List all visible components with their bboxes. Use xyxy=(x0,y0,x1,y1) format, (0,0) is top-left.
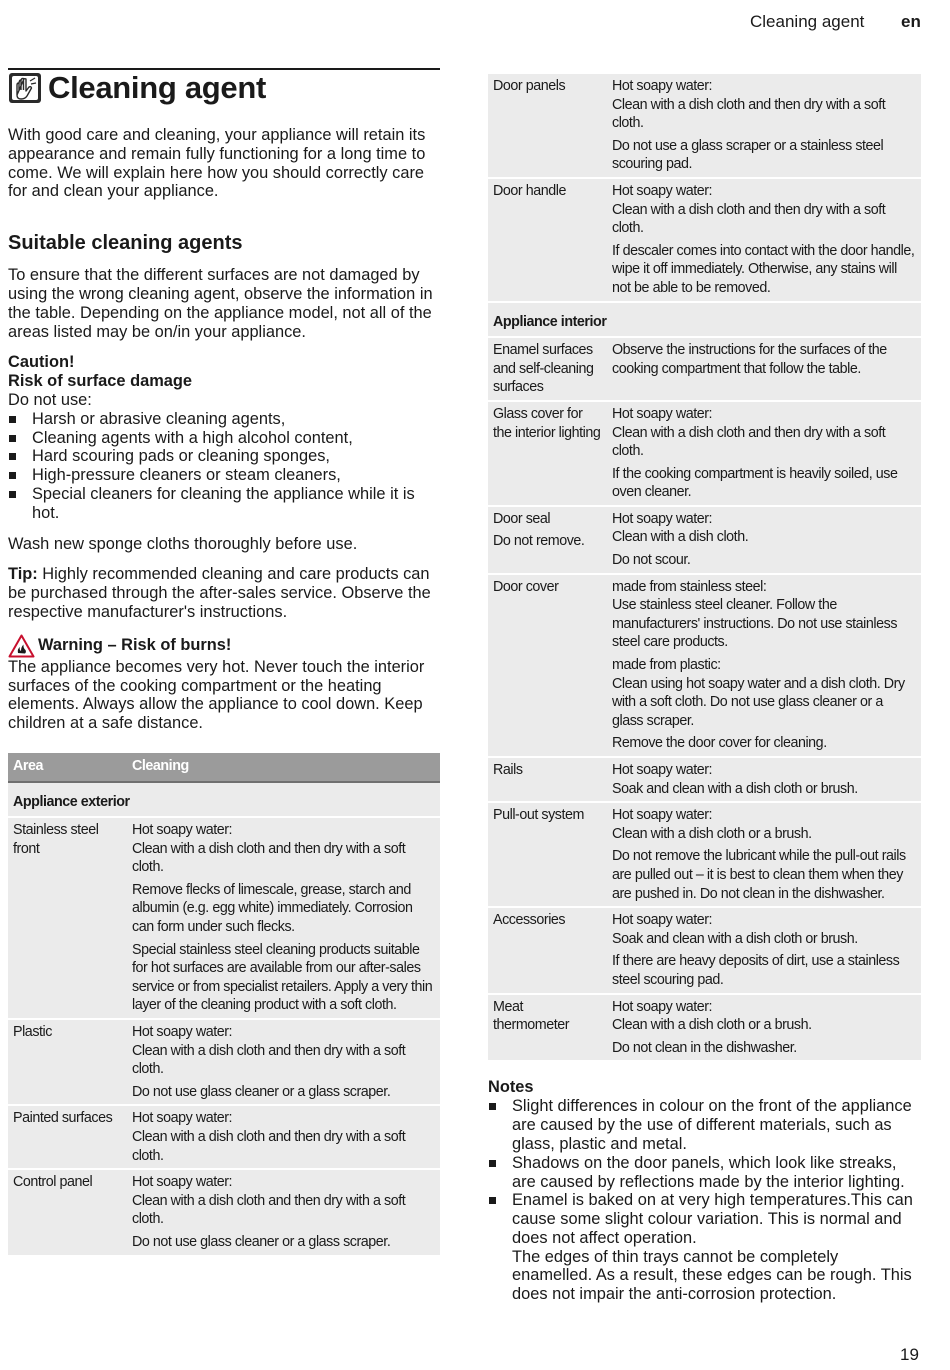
notes-list xyxy=(488,1097,921,1304)
column-header-area: Area xyxy=(8,753,127,782)
cleaning-cell xyxy=(607,907,921,993)
cleaning-instruction: Remove the door cover for cleaning. xyxy=(612,735,827,752)
header-language-code: en xyxy=(901,12,921,31)
area-cell xyxy=(488,337,607,401)
area-cell xyxy=(8,1105,127,1169)
cleaning-instruction: Do not use a glass scraper or a stainless steel scouring pad. xyxy=(612,137,884,173)
table-row xyxy=(488,757,921,802)
cleaning-cell xyxy=(127,1169,440,1255)
cleaning-cell xyxy=(607,757,921,802)
area-cell xyxy=(8,817,127,1019)
table-row xyxy=(8,1169,440,1255)
cleaning-instruction: Do not use glass cleaner or a glass scraper. xyxy=(132,1083,391,1100)
cleaning-instruction: Hot soapy water: Clean with a dish cloth and then dry with a soft cloth. xyxy=(132,1024,406,1078)
list-item: Slight differences in colour on the front of the appliance are caused by the use of different materials, such as glass, plastic and metal. xyxy=(488,1097,921,1153)
list-item: Special cleaners for cleaning the appliance while it is hot. xyxy=(8,485,440,523)
right-column xyxy=(488,74,921,1304)
caution-label: Caution! xyxy=(8,353,75,372)
cleaning-cell xyxy=(607,74,921,178)
area-label: Meat thermometer xyxy=(493,998,570,1034)
cleaning-cell xyxy=(127,1105,440,1169)
caution-risk: Risk of surface damage xyxy=(8,372,193,391)
table-row xyxy=(488,907,921,993)
list-item: Cleaning agents with a high alcohol content, xyxy=(8,429,440,448)
cleaning-instruction: Do not remove the lubricant while the pull-out rails are pulled out – it is best to clean them when they are pushed in. Do not clean in the dishwasher. xyxy=(612,848,906,902)
area-cell xyxy=(8,1169,127,1255)
area-cell xyxy=(488,907,607,993)
suitable-heading: Suitable cleaning agents xyxy=(8,232,243,255)
caution-list xyxy=(8,410,440,523)
area-label: Door seal xyxy=(493,510,551,527)
cleaning-instruction: Hot soapy water: Clean with a dish cloth and then dry with a soft cloth. xyxy=(132,1174,406,1228)
area-cell xyxy=(488,506,607,574)
cleaning-instruction: Hot soapy water: Clean with a dish cloth. xyxy=(612,510,749,546)
area-label: Plastic xyxy=(13,1024,52,1041)
caution-lead: Do not use: xyxy=(8,390,92,409)
table-row xyxy=(488,74,921,178)
table-row xyxy=(8,817,440,1019)
intro-paragraph: With good care and cleaning, your appliance will retain its appearance and remain fully functioning for a long time to come. We will explain here how you should correctly care for and clean your appliance. xyxy=(8,126,426,201)
table-row xyxy=(488,337,921,401)
cleaning-instruction: Hot soapy water: Clean with a dish cloth and then dry with a soft cloth. xyxy=(612,182,886,237)
page-number: 19 xyxy=(900,1345,919,1364)
table-row xyxy=(8,1019,440,1105)
table-row xyxy=(488,506,921,574)
area-label: Do not remove. xyxy=(493,533,585,550)
area-cell xyxy=(488,74,607,178)
area-label: Accessories xyxy=(493,912,566,929)
cleaning-cell xyxy=(607,401,921,506)
cleaning-cell xyxy=(607,506,921,574)
cleaning-instruction: made from plastic: Clean using hot soapy water and a dish cloth. Dry with a soft cloth. Do not use glass cleaner or a glass scraper. xyxy=(612,657,905,729)
area-cell xyxy=(488,574,607,757)
cleaning-cell xyxy=(607,178,921,302)
cleaning-instruction: Observe the instructions for the surfaces of the cooking compartment that follow the table. xyxy=(612,342,887,377)
header-section-title: Cleaning agent xyxy=(750,12,865,31)
tip-label: Tip: xyxy=(8,565,38,584)
area-label: Pull-out system xyxy=(493,807,584,824)
area-cell xyxy=(488,802,607,907)
cleaning-instruction: If there are heavy deposits of dirt, use a stainless steel scouring pad. xyxy=(612,953,900,988)
cleaning-instruction: Hot soapy water: Clean with a dish cloth and then dry with a soft cloth. xyxy=(612,405,886,460)
list-item: Shadows on the door panels, which look like streaks, are caused by reflections made by the interior lighting. xyxy=(488,1154,921,1192)
area-label: Glass cover for the interior lighting xyxy=(493,405,601,441)
area-label: Stainless steel front xyxy=(13,822,99,857)
column-header-cleaning: Cleaning xyxy=(127,753,440,782)
cleaning-instruction: If descaler comes into contact with the door handle, wipe it off immediately. Otherwise, any stains will not be able to be removed. xyxy=(612,242,915,296)
cleaning-cell xyxy=(607,994,921,1062)
table-group-row xyxy=(488,302,921,338)
cleaning-cell xyxy=(127,1019,440,1105)
tip-text: Highly recommended cleaning and care products can be purchased through the after-sales service. Observe the respective manufacturer's instructions. xyxy=(8,565,431,621)
area-label: Control panel xyxy=(13,1174,93,1191)
list-item: Hard scouring pads or cleaning sponges, xyxy=(8,447,440,466)
area-cell xyxy=(488,178,607,302)
cleaning-cell xyxy=(607,574,921,757)
area-label: Enamel surfaces and self-cleaning surfaces xyxy=(493,342,594,396)
interior-rows xyxy=(488,337,921,1061)
list-item: Harsh or abrasive cleaning agents, xyxy=(8,410,440,429)
table-row xyxy=(488,401,921,506)
cleaning-instruction: Special stainless steel cleaning products suitable for hot surfaces are available from our after-sales service or from specialist retailers. Apply a very thin layer of the cleaning product with a soft cloth. xyxy=(132,941,433,1014)
area-label: Painted surfaces xyxy=(13,1110,113,1127)
table-row xyxy=(488,574,921,757)
cleaning-cell xyxy=(607,802,921,907)
suitable-text: To ensure that the different surfaces are not damaged by using the wrong cleaning agent, observe the information in the table. Depending on the appliance model, not all of the areas listed may be on/in your appliance. xyxy=(8,266,433,341)
exterior-rows xyxy=(8,817,440,1255)
title-row xyxy=(8,68,440,112)
cleaning-instruction: Do not clean in the dishwasher. xyxy=(612,1039,797,1056)
area-cell xyxy=(488,757,607,802)
warning-heading-row xyxy=(8,634,440,658)
cleaning-instruction: Hot soapy water: Clean with a dish cloth and then dry with a soft cloth. xyxy=(132,1110,406,1164)
cleaning-hand-icon xyxy=(8,72,42,104)
door-rows xyxy=(488,74,921,302)
table-header-row xyxy=(8,753,440,782)
group-label-interior: Appliance interior xyxy=(488,302,921,338)
cleaning-instruction: Remove flecks of limescale, grease, starch and albumin (e.g. egg white) immediately. Corrosion can form under such flecks. xyxy=(132,881,413,936)
list-item: Enamel is baked on at very high temperatures.This can cause some slight colour variation. This is normal and does not affect operation. The edges of thin trays cannot be completely enamelled. As a result, these edges can be rough. This does not impair the anti-corrosion protection. xyxy=(488,1191,921,1304)
table-row xyxy=(8,1105,440,1169)
cleaning-instruction: Do not scour. xyxy=(612,552,691,569)
area-cell xyxy=(8,1019,127,1105)
page-title: Cleaning agent xyxy=(48,70,266,105)
cleaning-cell xyxy=(607,337,921,401)
cleaning-instruction: Hot soapy water: Clean with a dish cloth or a brush. xyxy=(612,998,812,1034)
warning-text: The appliance becomes very hot. Never touch the interior surfaces of the cooking compartment or the heating elements. Always allow the appliance to cool down. Keep children at a safe distance. xyxy=(8,657,425,733)
running-header xyxy=(0,12,950,34)
notes-heading: Notes xyxy=(488,1078,534,1097)
cleaning-table-continued xyxy=(488,74,921,1062)
table-row xyxy=(488,994,921,1062)
cleaning-instruction: Hot soapy water: Clean with a dish cloth and then dry with a soft cloth. xyxy=(132,822,406,876)
cleaning-instruction: If the cooking compartment is heavily soiled, use oven cleaner. xyxy=(612,465,898,501)
area-label: Rails xyxy=(493,762,523,778)
warning-triangle-icon xyxy=(8,634,35,658)
cleaning-instruction: Hot soapy water: Clean with a dish cloth and then dry with a soft cloth. xyxy=(612,78,886,132)
cleaning-instruction: Hot soapy water: Soak and clean with a dish cloth or brush. xyxy=(612,762,858,797)
table-row xyxy=(488,178,921,302)
table-row xyxy=(488,802,921,907)
area-cell xyxy=(488,401,607,506)
left-column xyxy=(8,68,440,1257)
area-label: Door handle xyxy=(493,182,566,199)
table-group-row xyxy=(8,782,440,818)
cleaning-cell xyxy=(127,817,440,1019)
area-label: Door panels xyxy=(493,78,566,94)
cleaning-instruction: Hot soapy water: Clean with a dish cloth or a brush. xyxy=(612,807,812,842)
area-label: Door cover xyxy=(493,578,559,595)
list-item: High-pressure cleaners or steam cleaners, xyxy=(8,466,440,485)
cleaning-table-exterior xyxy=(8,753,440,1257)
cleaning-instruction: Do not use glass cleaner or a glass scraper. xyxy=(132,1233,391,1250)
area-cell xyxy=(488,994,607,1062)
cleaning-instruction: Hot soapy water: Soak and clean with a dish cloth or brush. xyxy=(612,912,858,947)
sponge-note: Wash new sponge cloths thoroughly before use. xyxy=(8,534,358,553)
group-label-exterior: Appliance exterior xyxy=(8,782,440,818)
cleaning-instruction: made from stainless steel: Use stainless steel cleaner. Follow the manufacturers' instructions. Do not use stainless steel care products. xyxy=(612,578,898,651)
warning-heading: Warning – Risk of burns! xyxy=(38,636,232,655)
tip-paragraph xyxy=(8,565,440,621)
